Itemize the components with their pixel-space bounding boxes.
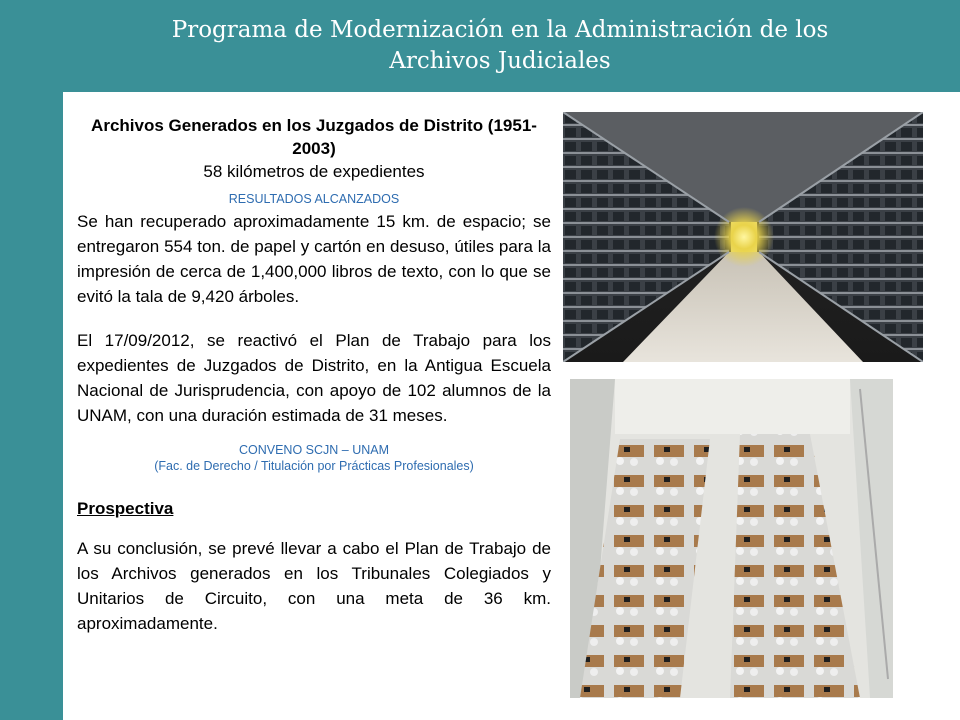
section-heading: Archivos Generados en los Juzgados de Distrito (1951-2003) [91, 116, 537, 158]
paragraph-prospective: A su conclusión, se prevé llevar a cabo el Plan de Trabajo de los Archivos generados en los Tribunales Colegiados y Unitarios de Circuito, con una meta de 36 km. aproximadamente. [77, 539, 551, 633]
prospective-label: Prospectiva [77, 499, 174, 518]
agreement-line-2: (Fac. de Derecho / Titulación por Prácticas Profesionales) [154, 459, 474, 473]
students-workroom-photo [570, 379, 893, 698]
left-accent-bar [0, 92, 63, 720]
results-label: RESULTADOS ALCANZADOS [228, 192, 400, 206]
title-line-1: Programa de Modernización en la Administración de los [171, 17, 829, 43]
paragraph-results: Se han recuperado aproximadamente 15 km. de espacio; se entregaron 554 ton. de papel y cartón en desuso, útiles para la impresión de cerca de 1,400,000 libros de texto, con lo que se evitó la tala de 9,420 árboles. [77, 212, 551, 306]
agreement-line-1: CONVENO SCJN – UNAM [238, 443, 390, 457]
archive-corridor-photo [563, 112, 923, 362]
page-title [150, 15, 850, 77]
header-bar [0, 0, 960, 92]
section-subheading: 58 kilómetros de expedientes [203, 162, 425, 181]
title-line-2: Archivos Judiciales [389, 48, 611, 74]
paragraph-plan: El 17/09/2012, se reactivó el Plan de Trabajo para los expedientes de Juzgados de Distrito, en la Antigua Escuela Nacional de Jurisprudencia, con apoyo de 102 alumnos de la UNAM, con una duración estimada de 31 meses. [77, 331, 551, 425]
text-column [77, 114, 551, 636]
